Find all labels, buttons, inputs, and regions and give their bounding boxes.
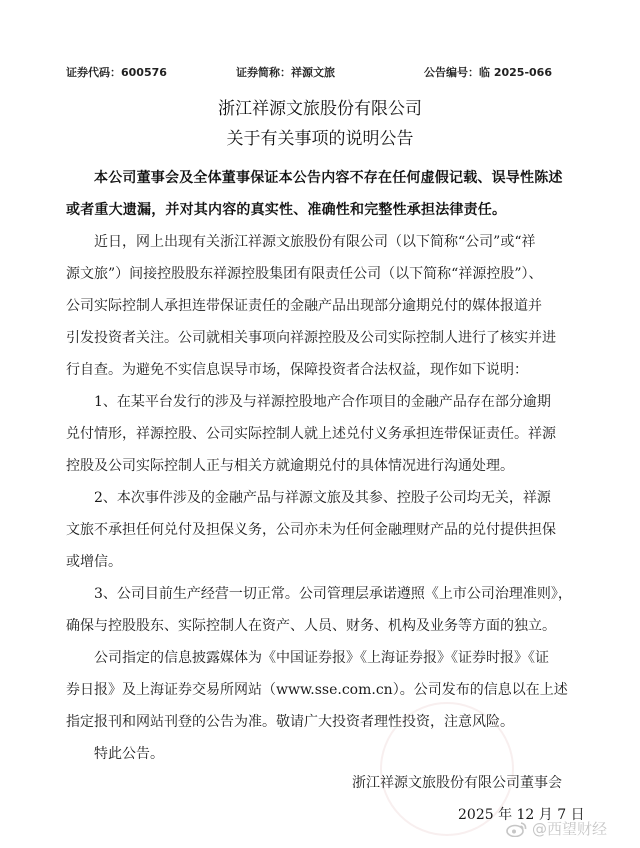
item-1-line: 控股及公司实际控制人正与相关方就逾期兑付的具体情况进行沟通处理。 bbox=[66, 458, 514, 474]
watermark bbox=[506, 818, 607, 839]
announcement-number: 公告编号：临 2025-066 bbox=[424, 66, 552, 79]
announcement-subject: 关于有关事项的说明公告 bbox=[226, 129, 414, 149]
signature-date: 2025 年 12 月 7 日 bbox=[458, 807, 585, 823]
item-2-line: 或增信。 bbox=[66, 554, 122, 570]
watermark-text: @西望财经 bbox=[532, 820, 608, 838]
intro-line: 公司实际控制人承担连带保证责任的金融产品出现部分逾期兑付的媒体报道并 bbox=[66, 298, 542, 314]
closing-text: 特此公告。 bbox=[94, 746, 164, 762]
intro-line: 源文旅”）间接控股股东祥源控股集团有限责任公司（以下简称“祥源控股”）、 bbox=[66, 266, 543, 282]
item-3-line: 确保与控股股东、实际控制人在资产、人员、财务、机构及业务等方面的独立。 bbox=[66, 618, 556, 634]
item-1-line: 兑付情形，祥源控股、公司实际控制人就上述兑付义务承担连带保证责任。祥源 bbox=[66, 426, 556, 442]
company-title: 浙江祥源文旅股份有限公司 bbox=[218, 99, 422, 119]
item-2-line: 2、本次事件涉及的金融产品与祥源文旅及其参、控股子公司均无关，祥源 bbox=[94, 490, 551, 506]
item-3-line: 3、公司目前生产经营一切正常。公司管理层承诺遵照《上市公司治理准则》， bbox=[94, 586, 572, 602]
statement-line: 或者重大遗漏，并对其内容的真实性、准确性和完整性承担法律责任。 bbox=[66, 202, 507, 218]
intro-line: 引发投资者关注。公司就相关事项向祥源控股及公司实际控制人进行了核实并进 bbox=[66, 330, 556, 346]
item-1-line: 1、在某平台发行的涉及与祥源控股地产合作项目的金融产品存在部分逾期 bbox=[94, 394, 551, 410]
stock-abbreviation: 证券简称：祥源文旅 bbox=[236, 66, 335, 79]
stock-code: 证券代码：600576 bbox=[66, 66, 167, 79]
signature-board: 浙江祥源文旅股份有限公司董事会 bbox=[352, 775, 562, 791]
statement-line: 本公司董事会及全体董事保证本公告内容不存在任何虚假记载、误导性陈述 bbox=[94, 170, 563, 186]
media-line: 指定报刊和网站刊登的公告为准。敬请广大投资者理性投资，注意风险。 bbox=[66, 714, 514, 730]
weibo-logo-icon bbox=[506, 821, 528, 837]
item-2-line: 文旅不承担任何兑付及担保义务，公司亦未为任何金融理财产品的兑付提供担保 bbox=[66, 522, 556, 538]
intro-line: 近日，网上出现有关浙江祥源文旅股份有限公司（以下简称“公司”或“祥 bbox=[94, 234, 536, 250]
media-line: 公司指定的信息披露媒体为《中国证券报》《上海证券报》《证券时报》《证 bbox=[94, 650, 549, 666]
intro-line: 行自查。为避免不实信息误导市场，保障投资者合法权益，现作如下说明： bbox=[66, 362, 528, 378]
media-line: 券日报》及上海证券交易所网站（www.sse.com.cn）。公司发布的信息以在上述 bbox=[66, 682, 568, 698]
